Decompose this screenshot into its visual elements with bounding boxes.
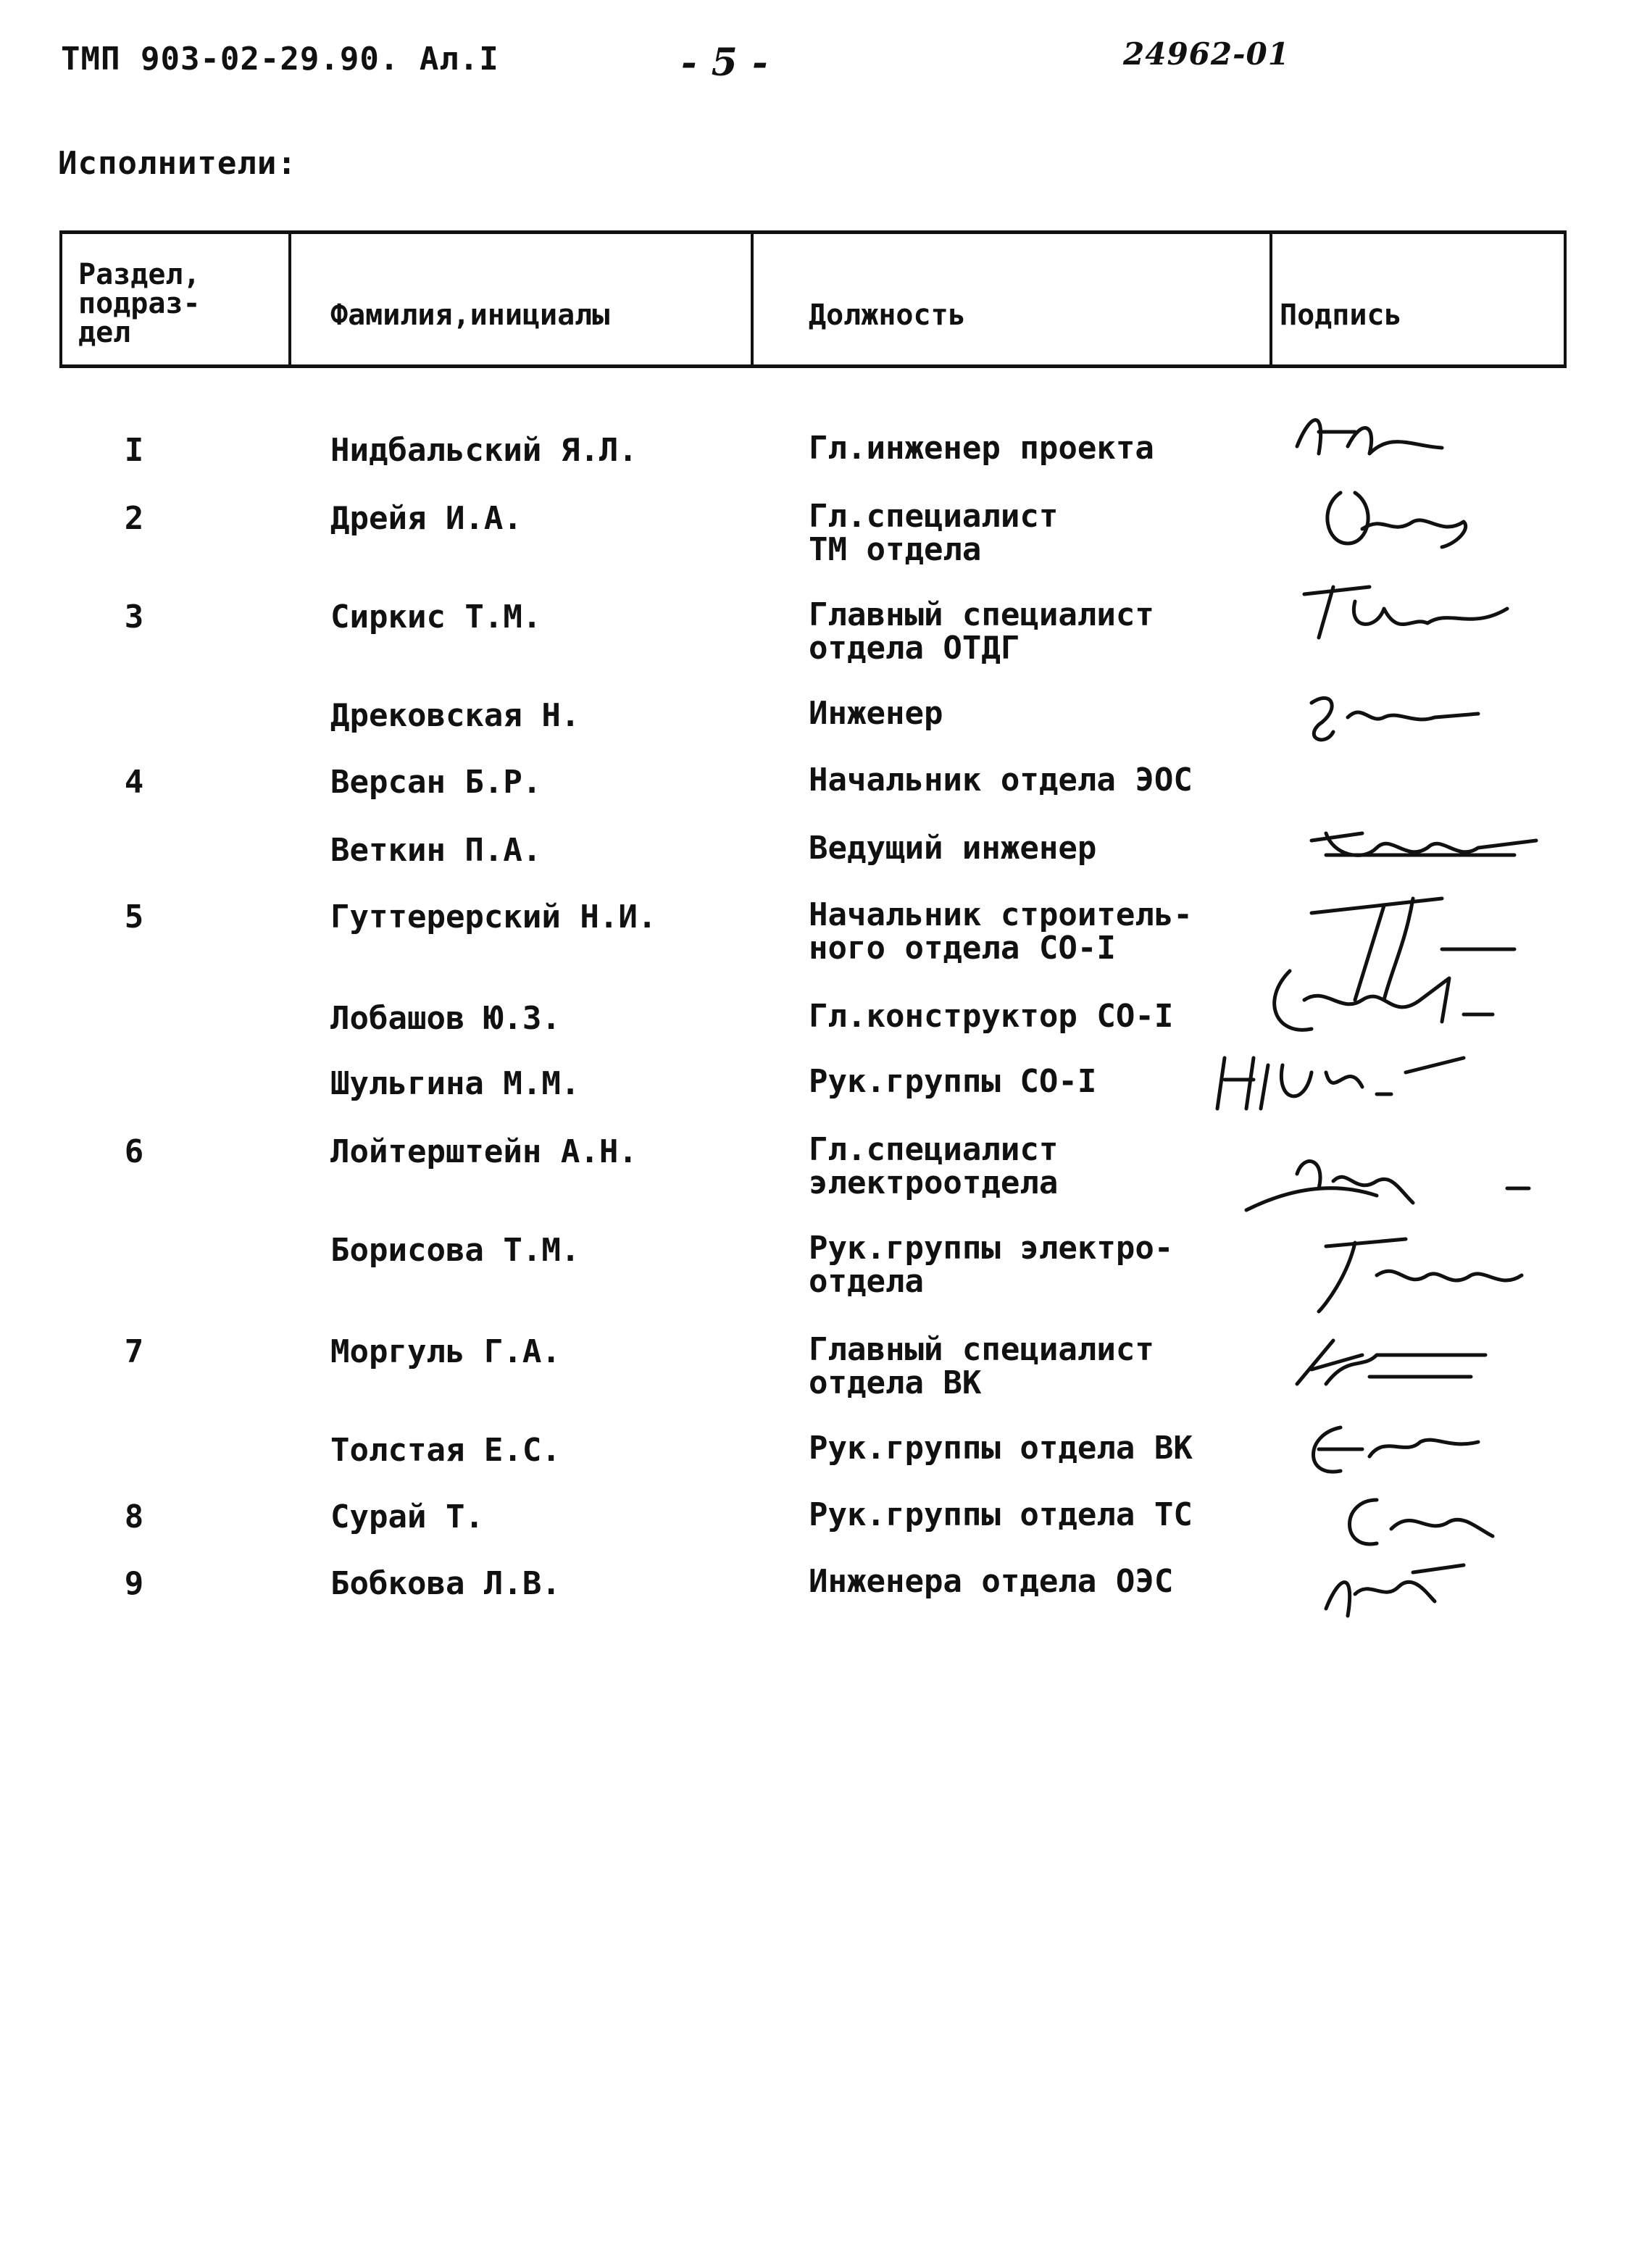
column-header-name: Фамилия,инициалы bbox=[330, 299, 610, 332]
handwritten-signature bbox=[1290, 572, 1594, 696]
row-name: Моргуль Г.А. bbox=[330, 1333, 561, 1370]
inventory-number: 24962-01 bbox=[1123, 36, 1290, 72]
row-section-number: 2 bbox=[124, 500, 144, 537]
document-code: ТМП 903-02-29.90. Ал.I bbox=[61, 41, 499, 78]
row-position: Гл.специалист ТМ отдела bbox=[809, 498, 1059, 568]
row-name: Лойтерштейн А.Н. bbox=[330, 1133, 638, 1170]
row-name: Нидбальский Я.Л. bbox=[330, 432, 638, 469]
handwritten-signature bbox=[1290, 681, 1594, 804]
table-header bbox=[59, 230, 1567, 368]
column-divider bbox=[1269, 234, 1272, 364]
row-section-number: 4 bbox=[124, 764, 144, 801]
row-name: Лобашов Ю.З. bbox=[330, 1000, 561, 1037]
row-name: Веткин П.А. bbox=[330, 832, 542, 869]
row-position: Рук.группы отдела ВК bbox=[809, 1430, 1193, 1467]
row-section-number: 9 bbox=[124, 1565, 144, 1602]
row-section-number: 8 bbox=[124, 1498, 144, 1535]
row-position: Главный специалист отдела ОТДГ bbox=[809, 596, 1154, 667]
row-position: Главный специалист отдела ВК bbox=[809, 1331, 1154, 1401]
row-name: Борисова Т.М. bbox=[330, 1232, 580, 1269]
row-name: Толстая Е.С. bbox=[330, 1432, 561, 1469]
row-section-number: 5 bbox=[124, 899, 144, 935]
row-position: Гл.инженер проекта bbox=[809, 430, 1154, 467]
row-name: Версан Б.Р. bbox=[330, 764, 542, 801]
row-name: Дрейя И.А. bbox=[330, 500, 522, 537]
row-name: Шульгина М.М. bbox=[330, 1065, 580, 1102]
page-title: Исполнители: bbox=[58, 145, 297, 182]
row-position: Рук.группы СО-I bbox=[809, 1063, 1097, 1100]
row-position: Гл.специалист электроотдела bbox=[809, 1131, 1059, 1201]
row-position: Рук.группы отдела ТС bbox=[809, 1496, 1193, 1533]
row-name: Дрековская Н. bbox=[330, 697, 580, 734]
column-header-signature: Подпись bbox=[1280, 299, 1402, 332]
column-header-position: Должность bbox=[809, 299, 966, 332]
row-name: Сурай Т. bbox=[330, 1498, 484, 1535]
handwritten-signature bbox=[1304, 1558, 1609, 1681]
row-position: Гл.конструктор СО-I bbox=[809, 998, 1174, 1035]
row-section-number: 3 bbox=[124, 599, 144, 635]
row-section-number: 7 bbox=[124, 1333, 144, 1370]
row-position: Начальник отдела ЭОС bbox=[809, 762, 1193, 799]
page-number: - 5 - bbox=[681, 41, 769, 85]
row-name: Сиркис Т.М. bbox=[330, 599, 542, 635]
row-name: Бобкова Л.В. bbox=[330, 1565, 561, 1602]
row-section-number: 6 bbox=[124, 1133, 144, 1170]
row-position: Инженер bbox=[809, 695, 943, 732]
row-position: Инженера отдела ОЭС bbox=[809, 1563, 1174, 1600]
column-divider bbox=[751, 234, 754, 364]
row-position: Начальник строитель- ного отдела СО-I bbox=[809, 896, 1193, 967]
column-divider bbox=[288, 234, 291, 364]
row-section-number: I bbox=[124, 432, 144, 469]
row-name: Гуттерерский Н.И. bbox=[330, 899, 657, 935]
row-position: Рук.группы электро- отдела bbox=[809, 1230, 1174, 1300]
row-position: Ведущий инженер bbox=[809, 830, 1097, 867]
column-header-section: Раздел, подраз- дел bbox=[78, 258, 201, 349]
